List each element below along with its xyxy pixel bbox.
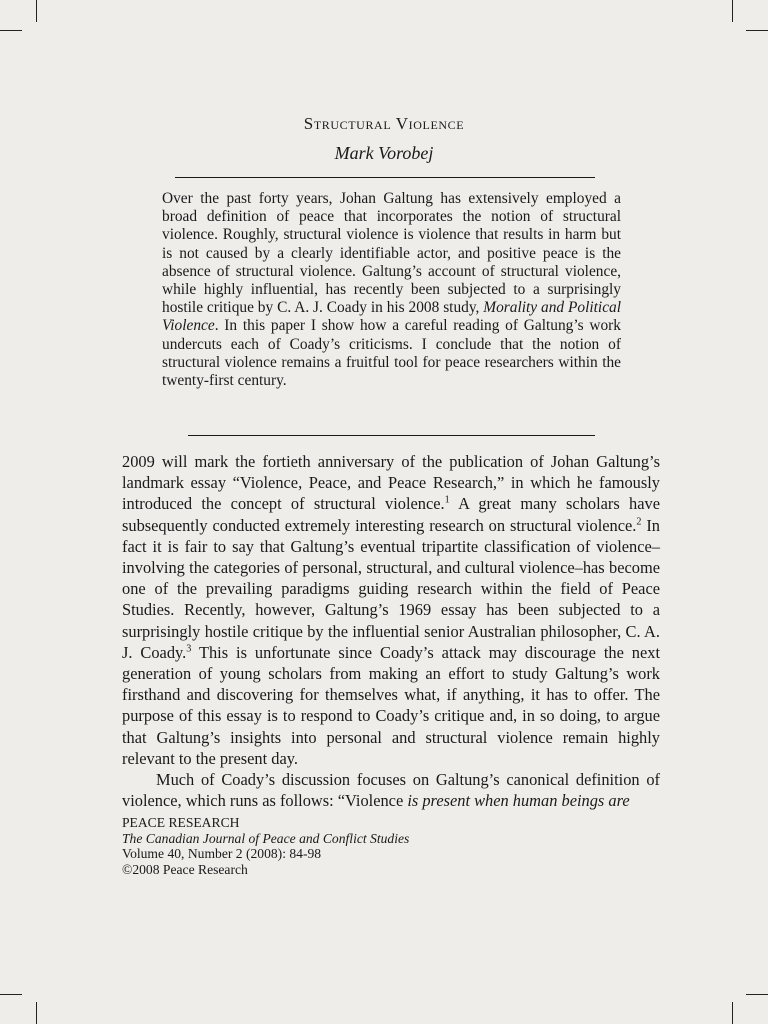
crop-mark	[746, 30, 768, 31]
body-text	[122, 451, 660, 811]
crop-mark	[732, 0, 733, 22]
journal-subtitle: The Canadian Journal of Peace and Conflict Studies	[122, 830, 410, 846]
journal-volume: Volume 40, Number 2 (2008): 84-98	[122, 846, 322, 862]
crop-mark	[36, 0, 37, 22]
footnote-ref[interactable]: 3	[186, 643, 192, 655]
rule-top	[175, 177, 595, 178]
paragraph-text: In fact it is fair to say that Galtung’s eventual tripartite classification of violence–involving the categories of personal, structural, and cultural violence–has become one of the prevailing paradigms guiding research within the field of Peace Studies. Recently, however, Galtung’s 1969 essay has been subjected to a surprisingly hostile critique by the influential senior Australian philosopher, C. A. J. Coady.	[122, 515, 660, 662]
paragraph-text: 2009 will mark the fortieth anniversary of the publication of Johan Galtung’s landmark essay “Violence, Peace, and Peace Research,” in which he famously introduced the concept of structural violence.	[122, 452, 660, 514]
paragraph-text: This is unfortunate since Coady’s attack may discourage the next generation of young scholars from making an effort to study Galtung’s work firsthand and discovering for themselves what, if anything, it has to offer. The purpose of this essay is to respond to Coady’s critique and, in so doing, to argue that Galtung’s insights into personal and structural violence remain highly relevant to the present day.	[122, 642, 661, 768]
article-author: Mark Vorobej	[334, 143, 434, 163]
abstract-text: Over the past forty years, Johan Galtung has extensively employed a broad definition of peace that incorporates the notion of structural violence. Roughly, structural violence is violence that results in harm but is not caused by a clearly identifiable actor, and positive peace is the absence of structural violence. Galtung’s account of structural violence, while highly influential, has recently been subjected to a surprisingly hostile critique by C. A. J. Coady in his 2008 study,	[162, 190, 621, 317]
journal-copyright: ©2008 Peace Research	[122, 861, 248, 877]
crop-mark	[732, 1002, 733, 1024]
abstract	[162, 190, 621, 390]
footnote-ref[interactable]: 2	[636, 516, 642, 528]
crop-mark	[746, 994, 768, 995]
paragraph-text: A great many scholars have subsequently conducted extremely interesting research on structural violence.	[122, 494, 660, 535]
crop-mark	[36, 1002, 37, 1024]
paragraph-italic: is present when human beings are	[407, 791, 630, 811]
footnote-ref[interactable]: 1	[444, 494, 450, 506]
rule-bottom	[188, 435, 595, 436]
crop-mark	[0, 30, 22, 31]
abstract-text: . In this paper I show how a careful reading of Galtung’s work undercuts each of Coady’s criticisms. I conclude that the notion of structural violence remains a fruitful tool for peace researchers within the twenty-first century.	[162, 317, 621, 390]
paragraph-1	[122, 451, 660, 769]
paragraph-2	[122, 769, 660, 811]
abstract-book-title: Morality and Political Violence	[162, 299, 621, 335]
paragraph-text: Much of Coady’s discussion focuses on Galtung’s canonical definition of violence, which runs as follows: “Violence	[122, 770, 660, 811]
journal-name: PEACE RESEARCH	[122, 815, 240, 830]
crop-mark	[0, 994, 22, 995]
journal-footer	[122, 815, 409, 877]
article-title: Structural Violence	[303, 114, 465, 133]
